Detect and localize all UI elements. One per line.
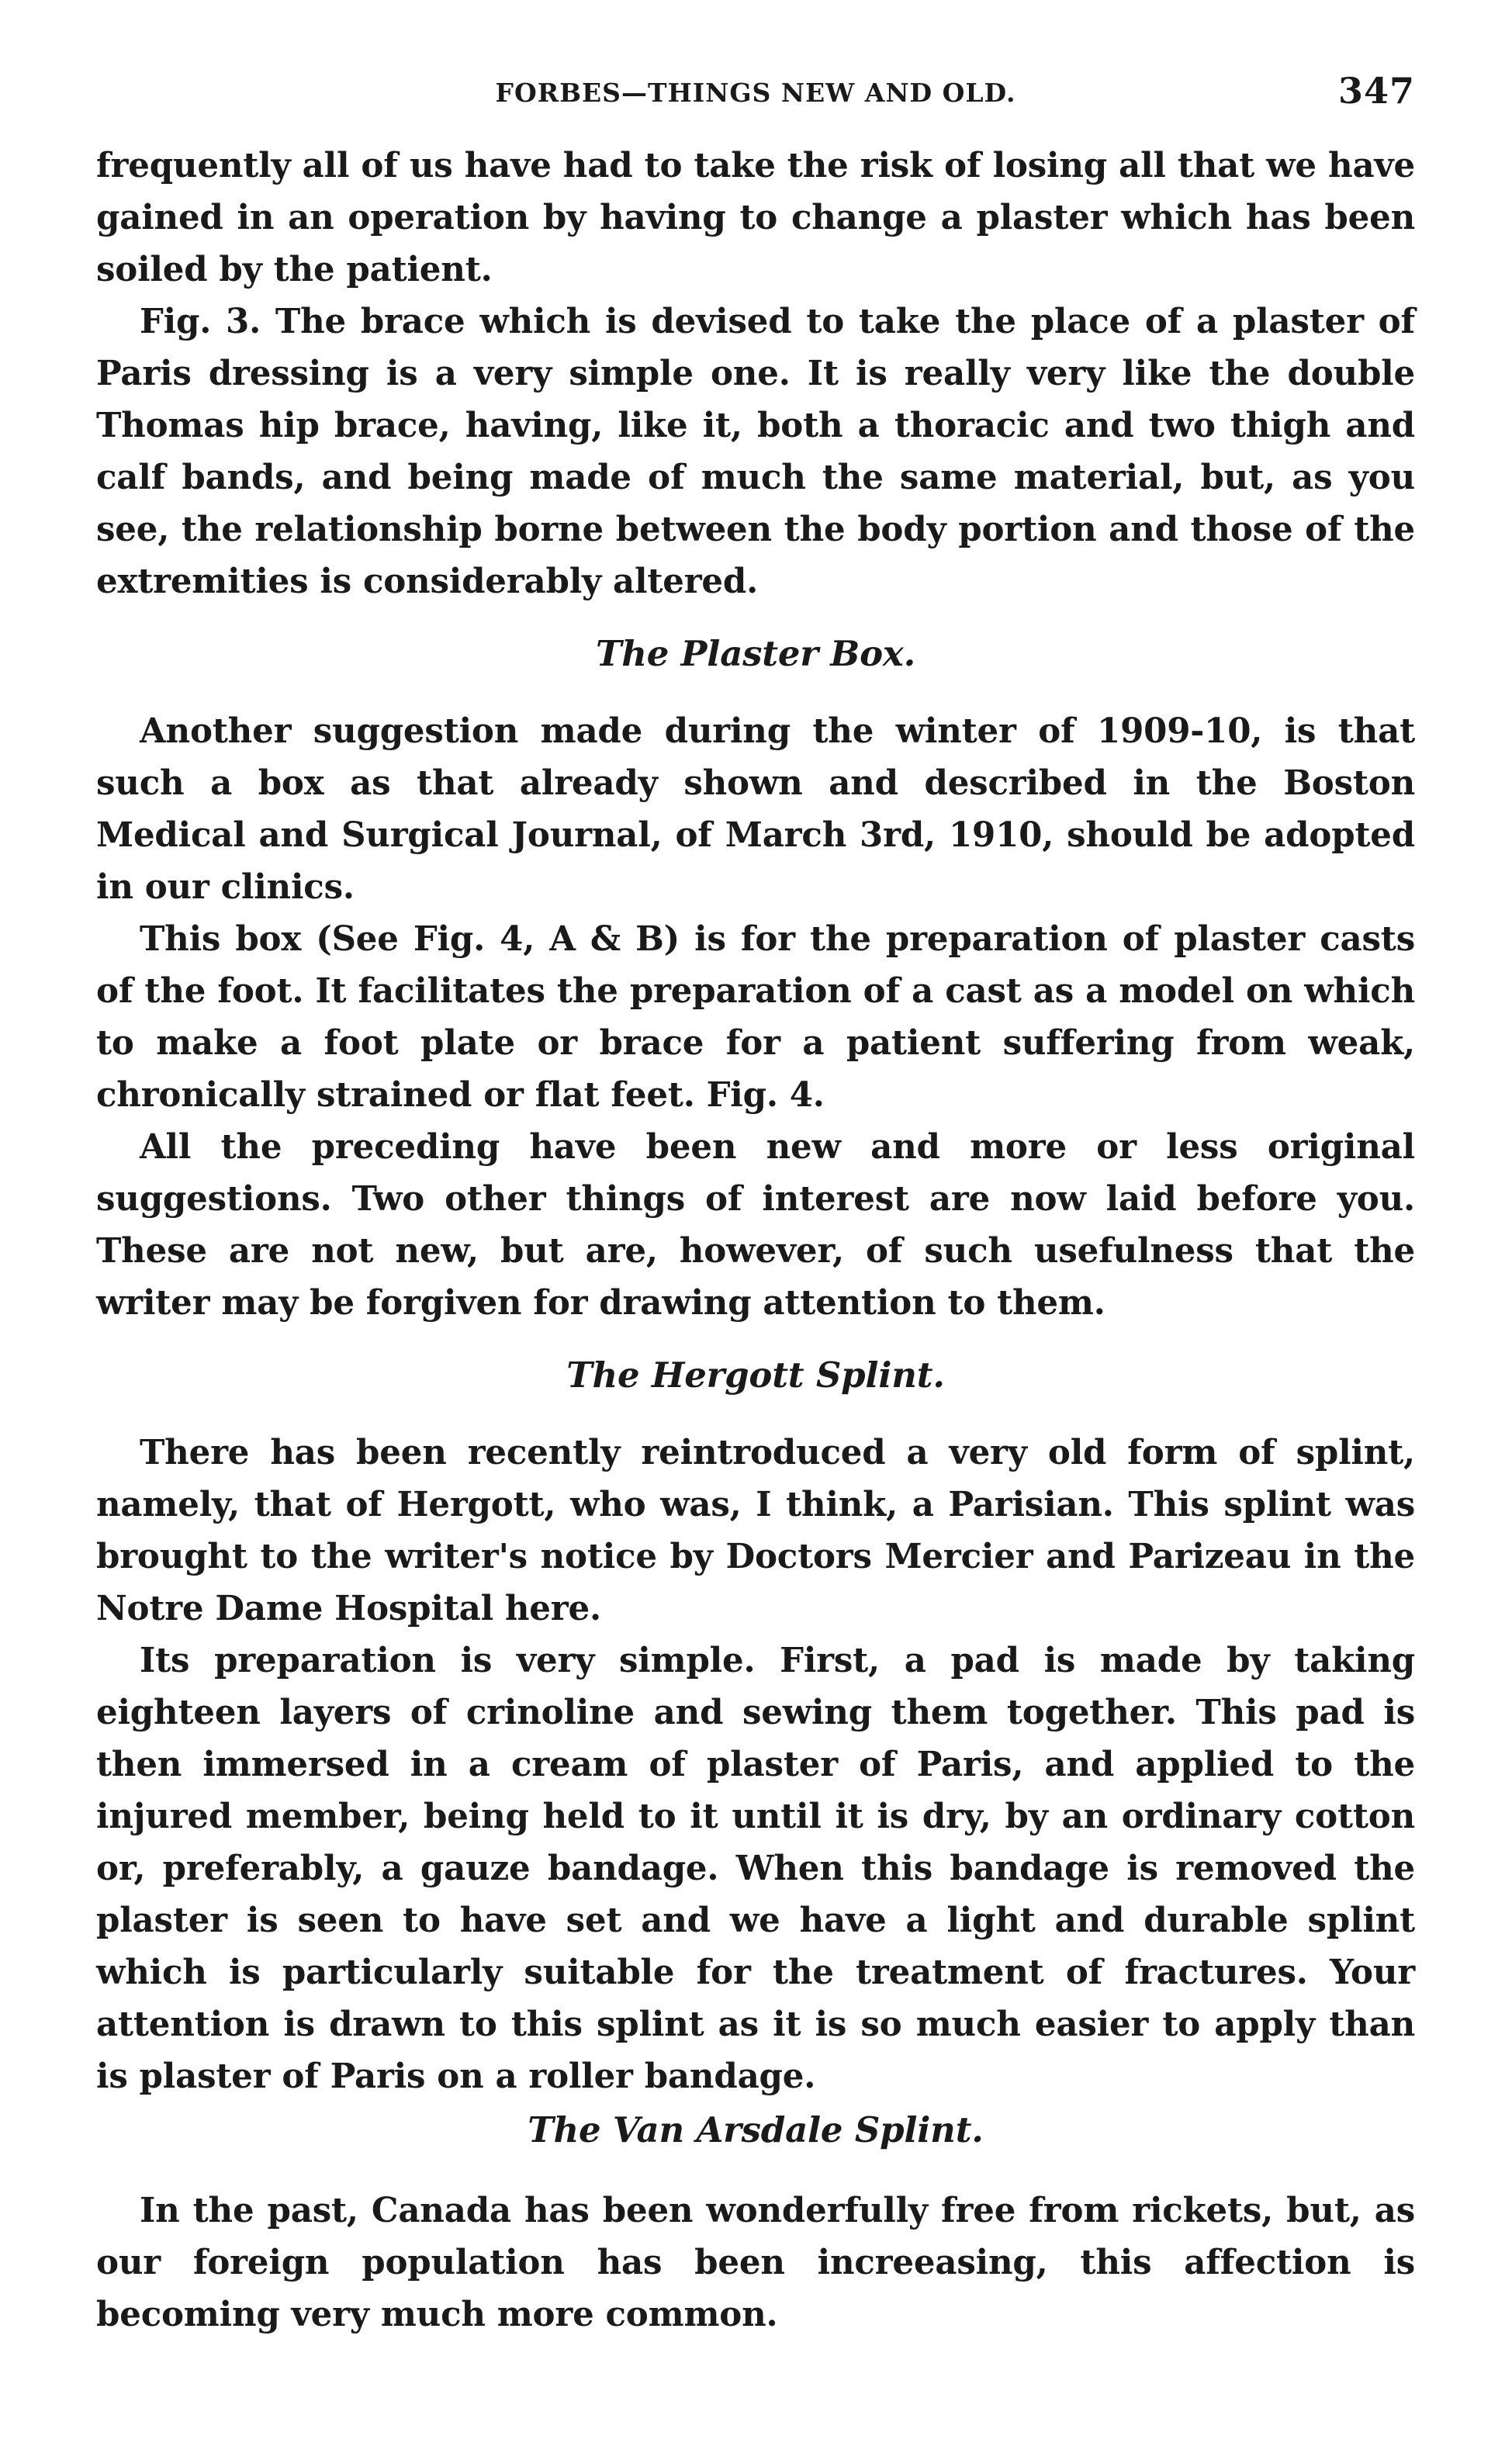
section-heading-hergott-splint: The Hergott Splint. (566, 1355, 945, 1396)
page-number: 347 (1337, 70, 1415, 112)
paragraph-continuation: frequently all of us have had to take the risk of losing all that we have gained in an operation by having to change a plaster which has been soiled by the patient. (96, 146, 1415, 289)
paragraph-plaster-box-suggestion: Another suggestion made during the winter of 1909-10, is that such a box as that already shown and described in the Boston Medical and Surgical Journal, of March 3rd, 1910, should be adopted in our clinics. (96, 711, 1415, 907)
section-heading-van-arsdale-splint: The Van Arsdale Splint. (528, 2109, 984, 2150)
paragraph-plaster-box-description: This box (See Fig. 4, A & B) is for the preparation of plaster casts of the foot. It facilitates the preparation of a cast as a model on which to make a foot plate or brace for a patient suffering from weak, chronically strained or flat feet. Fig. 4. (96, 919, 1415, 1115)
paragraph-fig-3: Fig. 3. The brace which is devised to take the place of a plaster of Paris dressing is a very simple one. It is really very like the double Thomas hip brace, having, like it, both a thoracic and two thigh and calf bands, and being made of much the same material, but, as you see, the relationship borne between the body portion and those of the extremities is considerably altered. (96, 302, 1415, 601)
paragraph-hergott-preparation: Its preparation is very simple. First, a pad is made by taking eighteen layers of crinoline and sewing them together. This pad is then immersed in a cream of plaster of Paris, and applied to the injured member, being held to it until it is dry, by an ordinary cotton or, preferably, a gauze bandage. When this bandage is removed the plaster is seen to have set and we have a light and durable splint which is particularly suitable for the treatment of fractures. Your attention is drawn to this splint as it is so much easier to apply than is plaster of Paris on a roller bandage. (96, 1641, 1415, 2096)
paragraph-preceding-suggestions: All the preceding have been new and more or less original suggestions. Two other things of interest are now laid before you. These are not new, but are, however, of such usefulness that the writer may be forgiven for drawing attention to them. (96, 1127, 1415, 1323)
paragraph-rickets: In the past, Canada has been wonderfully free from rickets, but, as our foreign population has been increeasing, this affection is becoming very much more common. (96, 2191, 1415, 2334)
body-text (96, 140, 1415, 2341)
running-header (96, 70, 1415, 140)
paragraph-hergott-intro: There has been recently reintroduced a very old form of splint, namely, that of Hergott, who was, I think, a Parisian. This splint was brought to the writer's notice by Doctors Mercier and Parizeau in the Notre Dame Hospital here. (96, 1433, 1415, 1628)
section-heading-plaster-box: The Plaster Box. (595, 633, 916, 674)
running-title: FORBES—THINGS NEW AND OLD. (495, 78, 1016, 108)
document-page (96, 70, 1415, 2341)
